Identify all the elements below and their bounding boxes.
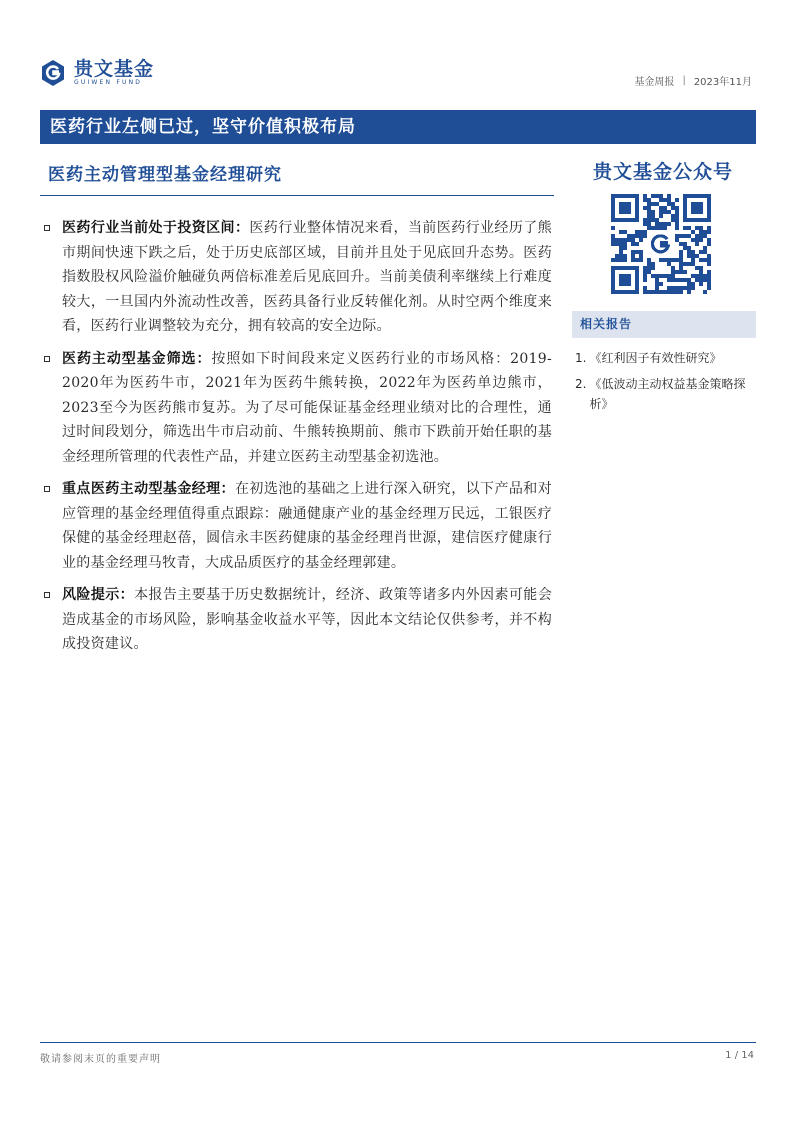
summary-body: [44, 216, 552, 665]
square-bullet-icon: [44, 225, 50, 231]
paragraph-text: 在初选池的基础之上进行深入研究，以下产品和对应管理的基金经理值得重点跟踪：融通健康产业的基金经理万民远，工银医疗保健的基金经理赵蓓，圆信永丰医药健康的基金经理肖世源，建信医疗健康行业的基金经理马牧青，大成品质医疗的基金经理郭建。: [62, 481, 552, 571]
paragraph-lead: 风险提示：: [62, 587, 135, 603]
related-report-item[interactable]: [575, 374, 755, 414]
report-meta: [634, 73, 752, 88]
summary-paragraph-fund-screening: [44, 347, 552, 470]
paragraph-text: 医药行业整体情况来看，当前医药行业经历了熊市期间快速下跌之后，处于历史底部区域，目前并且处于见底回升态势。医药指数股权风险溢价触碰负两倍标准差后见底回升。当前美债利率继续上行难度较大，一旦国内外流动性改善，医药具备行业反转催化剂。从时空两个维度来看，医药行业调整较为充分，拥有较高的安全边际。: [62, 220, 552, 334]
paragraph-text: 按照如下时间段来定义医药行业的市场风格：2019-2020年为医药牛市，2021年为医药牛熊转换，2022年为医药单边熊市，2023至今为医药熊市复苏。为了尽可能保证基金经理业绩对比的合理性，通过时间段划分，筛选出牛市启动前、牛熊转换期前、熊市下跌前开始任职的基金经理所管理的代表性产品，并建立医药主动型基金初选池。: [62, 350, 553, 465]
square-bullet-icon: [44, 356, 50, 362]
summary-paragraph-investment-range: [44, 216, 552, 339]
company-logo: [38, 58, 154, 88]
related-report-title[interactable]: 《低波动主动权益基金策略探析》: [589, 377, 746, 411]
footer-disclaimer[interactable]: 敬请参阅末页的重要声明: [40, 1054, 161, 1065]
report-title-banner: 医药行业左侧已过，坚守价值积极布局: [40, 110, 756, 144]
square-bullet-icon: [44, 486, 50, 492]
summary-paragraph-key-managers: [44, 477, 552, 575]
summary-paragraph-risk-warning: [44, 583, 552, 657]
related-report-number: 2.: [575, 377, 587, 391]
qr-code-icon: [611, 194, 711, 294]
paragraph-lead: 重点医药主动型基金经理：: [62, 481, 235, 497]
report-type: 基金周报: [634, 77, 675, 88]
related-report-item[interactable]: [575, 348, 755, 368]
footer-divider: [40, 1042, 756, 1043]
related-reports-header: 相关报告: [572, 311, 756, 338]
logo-name-cn: 贵文基金: [74, 58, 155, 80]
paragraph-text: 本报告主要基于历史数据统计，经济、政策等诸多内外因素可能会造成基金的市场风险，影响基金收益水平等，因此本文结论仅供参考，并不构成投资建议。: [62, 587, 552, 652]
page-number: 1 / 14: [725, 1050, 754, 1061]
report-subtitle: 医药主动管理型基金经理研究: [48, 165, 282, 185]
paragraph-lead: 医药行业当前处于投资区间：: [62, 220, 250, 236]
related-reports-list: [575, 348, 755, 420]
logo-g-icon: [38, 58, 68, 88]
paragraph-lead: 医药主动型基金筛选：: [62, 350, 212, 367]
subtitle-divider: [40, 195, 554, 196]
report-date: 2023年11月: [693, 77, 752, 88]
related-report-title[interactable]: 《红利因子有效性研究》: [589, 351, 722, 365]
meta-separator: |: [682, 75, 686, 86]
logo-name-en: GUIWEN FUND: [74, 79, 143, 86]
wechat-account-title: 贵文基金公众号: [593, 161, 734, 183]
square-bullet-icon: [44, 592, 50, 598]
related-report-number: 1.: [575, 351, 587, 365]
